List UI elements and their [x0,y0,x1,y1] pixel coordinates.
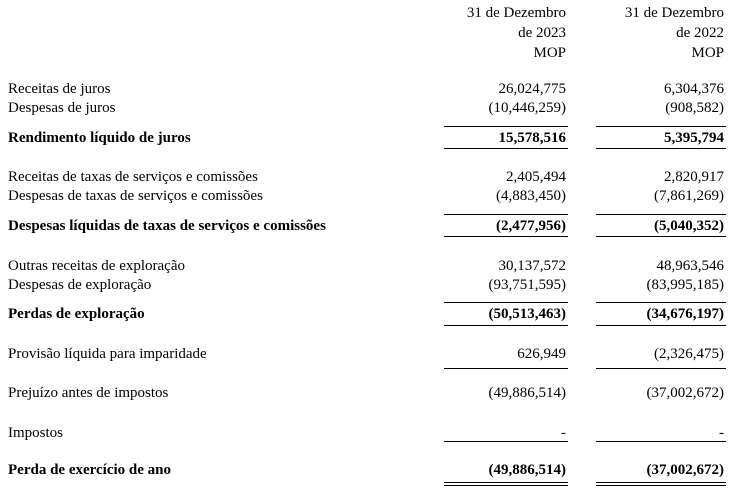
row-label: Outras receitas de exploração [8,258,185,274]
row-interest-income [0,80,741,99]
row-label: Rendimento líquido de juros [8,130,191,146]
subtotal-underline-2022 [596,325,726,326]
total-double-rule-2022 [596,482,726,486]
row-net-fee-expense [0,217,741,236]
row-label: Receitas de juros [8,81,111,97]
value-2022: - [719,425,724,441]
row-net-interest-income [0,129,741,148]
value-2022: (7,861,269) [654,188,724,204]
row-loss-before-tax [0,384,741,403]
subtotal-underline-2022 [596,148,726,149]
row-label: Receitas de taxas de serviços e comissões [8,169,258,185]
column-header-2022-line1: 31 de Dezembro [624,5,724,21]
value-2022: 5,395,794 [664,130,724,146]
row-label: Impostos [8,425,64,441]
value-2022: (34,676,197) [646,306,724,322]
subtotal-rule-2022 [596,214,726,215]
value-2023: 626,949 [517,346,566,362]
subtotal-rule-2022 [596,302,726,303]
row-label: Provisão líquida para imparidade [8,346,207,362]
column-header-2023-line2: de 2023 [518,25,566,41]
subtotal-rule-2023 [444,441,568,442]
column-header-2023-line1: 31 de Dezembro [466,5,566,21]
column-header-2023 [448,3,566,63]
value-2022: (5,040,352) [654,218,724,234]
row-loss-for-year [0,461,741,480]
row-interest-expense [0,99,741,118]
subtotal-underline-2023 [444,325,568,326]
subtotal-rule-2023 [444,126,568,127]
value-2023: - [561,425,566,441]
row-other-operating-income [0,257,741,276]
row-label: Despesas de exploração [8,277,152,293]
subtotal-rule-2023 [444,302,568,303]
row-impairment-provision [0,345,741,364]
row-label: Despesas de juros [8,100,116,116]
row-label: Perdas de exploração [8,306,145,322]
value-2023: 26,024,775 [498,81,566,97]
value-2023: (93,751,595) [488,277,566,293]
value-2023: 15,578,516 [498,130,566,146]
value-2023: (4,883,450) [496,188,566,204]
value-2022: (37,002,672) [646,462,724,478]
row-label: Despesas líquidas de taxas de serviços e comissões [8,218,326,234]
value-2023: (2,477,956) [496,218,566,234]
value-2023: (49,886,514) [488,385,566,401]
subtotal-underline-2023 [444,236,568,237]
row-label: Perda de exercício de ano [8,462,172,478]
subtotal-rule-2022 [596,441,726,442]
value-2022: (83,995,185) [646,277,724,293]
row-operating-losses [0,305,741,324]
subtotal-underline-2022 [596,236,726,237]
row-label: Prejuízo antes de impostos [8,385,169,401]
subtotal-rule-2023 [444,214,568,215]
value-2023: (50,513,463) [488,306,566,322]
value-2022: (37,002,672) [646,385,724,401]
value-2022: (908,582) [665,100,724,116]
row-fee-expense [0,187,741,206]
value-2022: (2,326,475) [654,346,724,362]
column-header-2022-currency: MOP [691,45,724,61]
subtotal-rule-2023 [444,368,568,369]
total-double-rule-2023 [444,482,568,486]
subtotal-underline-2023 [444,148,568,149]
value-2022: 6,304,376 [664,81,724,97]
column-header-2022 [598,3,724,63]
value-2022: 48,963,546 [656,258,724,274]
subtotal-rule-2022 [596,368,726,369]
subtotal-rule-2022 [596,126,726,127]
value-2023: 30,137,572 [498,258,566,274]
row-operating-expenses [0,276,741,295]
value-2023: (10,446,259) [488,100,566,116]
column-header-2022-line2: de 2022 [676,25,724,41]
value-2023: 2,405,494 [506,169,566,185]
value-2022: 2,820,917 [664,169,724,185]
column-header-2023-currency: MOP [533,45,566,61]
row-fee-income [0,168,741,187]
row-label: Despesas de taxas de serviços e comissões [8,188,263,204]
value-2023: (49,886,514) [488,462,566,478]
